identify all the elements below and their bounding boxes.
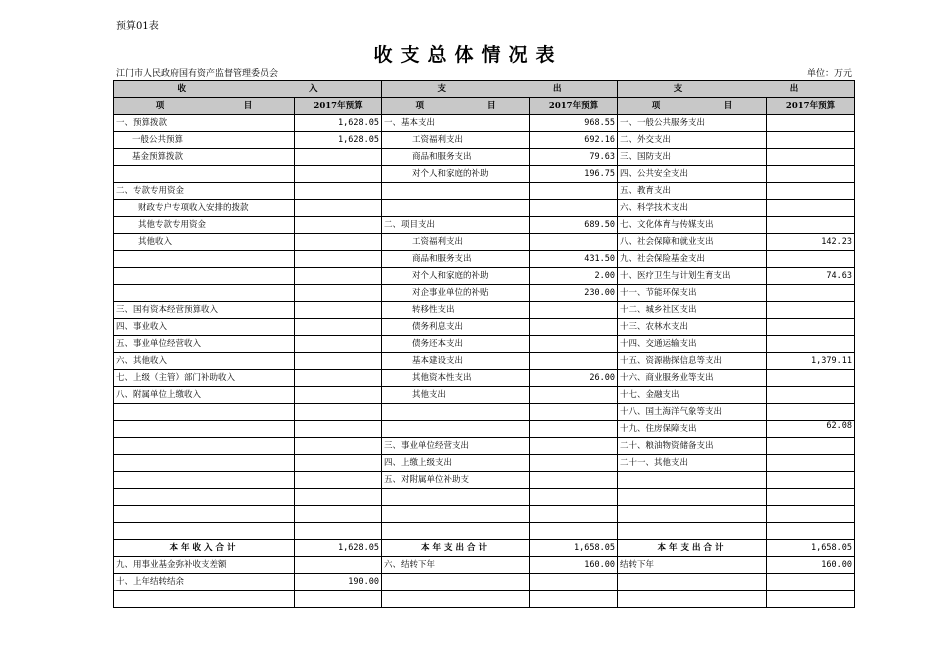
func-expense-item: 十二、城乡社区支出: [618, 302, 767, 319]
func-expense-item: 八、社会保障和就业支出: [618, 234, 767, 251]
expense-func-header-char2: 出: [789, 84, 799, 94]
table-row: [114, 370, 855, 387]
func-expense-item: 十三、农林水支出: [618, 319, 767, 336]
page-title: 收支总体情况表: [373, 44, 563, 66]
expense-header-char2: 出: [552, 84, 562, 94]
func-expense-amount: [767, 455, 855, 472]
func-expense-item: [618, 574, 767, 591]
expense-amount: [530, 183, 618, 200]
income-amount: 1,628.05: [295, 115, 382, 132]
header-column-row: [114, 98, 855, 115]
func-expense-amount: [767, 217, 855, 234]
expense-amount: [530, 472, 618, 489]
income-amount: [295, 506, 382, 523]
func-expense-amount: 62.08: [767, 421, 855, 438]
income-item: 一般公共预算: [114, 132, 295, 149]
table-row: [114, 268, 855, 285]
col-header-item: [618, 98, 767, 115]
func-expense-item: [618, 523, 767, 540]
table-row: [114, 319, 855, 336]
func-expense-item: [618, 489, 767, 506]
func-expense-item: 十五、资源勘探信息等支出: [618, 353, 767, 370]
income-item: [114, 472, 295, 489]
unit-label: 单位：万元: [806, 69, 852, 79]
table-row: [114, 557, 855, 574]
expense-item: 商品和服务支出: [382, 251, 530, 268]
table-row: [114, 183, 855, 200]
expense-amount: [530, 489, 618, 506]
func-expense-amount: [767, 251, 855, 268]
expense-amount: [530, 421, 618, 438]
expense-amount: [530, 200, 618, 217]
income-header-char2: 入: [308, 84, 318, 94]
expense-amount: [530, 319, 618, 336]
income-item: [114, 268, 295, 285]
expense-item: [382, 183, 530, 200]
table-row: [114, 285, 855, 302]
expense-amount: [530, 438, 618, 455]
expense-amount: 79.63: [530, 149, 618, 166]
expense-amount: 196.75: [530, 166, 618, 183]
func-expense-item: 十七、金融支出: [618, 387, 767, 404]
income-header-char1: 收: [177, 84, 186, 94]
expense-item: 二、项目支出: [382, 217, 530, 234]
func-expense-amount: [767, 404, 855, 421]
income-amount: [295, 557, 382, 574]
expense-amount: 2.00: [530, 268, 618, 285]
income-amount: [295, 319, 382, 336]
expense-amount: [530, 574, 618, 591]
col-header-budget: 2017年预算: [767, 98, 855, 115]
income-item: [114, 404, 295, 421]
income-amount: [295, 489, 382, 506]
expense-amount: [530, 353, 618, 370]
income-amount: [295, 370, 382, 387]
col-header-item: [114, 98, 295, 115]
income-amount: [295, 336, 382, 353]
income-item: 四、事业收入: [114, 319, 295, 336]
table-row: [114, 472, 855, 489]
table-row: [114, 387, 855, 404]
income-item: 八、附属单位上缴收入: [114, 387, 295, 404]
func-expense-item: 五、教育支出: [618, 183, 767, 200]
income-amount: [295, 523, 382, 540]
income-group-header: [114, 81, 382, 98]
table-row: [114, 149, 855, 166]
expense-item: [382, 591, 530, 608]
item-header-char2: 目: [486, 101, 496, 111]
func-expense-total-label: 本年支出合计: [618, 540, 767, 557]
expense-item: [382, 421, 530, 438]
income-amount: [295, 438, 382, 455]
func-expense-amount: [767, 285, 855, 302]
table-row: [114, 234, 855, 251]
expense-item: 对个人和家庭的补助: [382, 166, 530, 183]
func-expense-item: 十四、交通运输支出: [618, 336, 767, 353]
func-expense-amount: [767, 336, 855, 353]
table-row: [114, 455, 855, 472]
expense-amount: [530, 506, 618, 523]
func-expense-item: 六、科学技术支出: [618, 200, 767, 217]
income-amount: [295, 421, 382, 438]
expense-item: [382, 489, 530, 506]
func-expense-item: 九、社会保险基金支出: [618, 251, 767, 268]
income-item: 其他专款专用资金: [114, 217, 295, 234]
table-row: [114, 115, 855, 132]
table-row: [114, 132, 855, 149]
func-expense-item: 十一、节能环保支出: [618, 285, 767, 302]
func-expense-amount: [767, 506, 855, 523]
expense-item: 五、对附属单位补助支: [382, 472, 530, 489]
expense-item: 四、上缴上级支出: [382, 455, 530, 472]
income-amount: [295, 353, 382, 370]
func-expense-amount: 74.63: [767, 268, 855, 285]
expense-item: [382, 506, 530, 523]
income-amount: [295, 251, 382, 268]
item-header-char2: 目: [723, 101, 733, 111]
func-expense-item: 结转下年: [618, 557, 767, 574]
income-item: [114, 455, 295, 472]
func-expense-item: [618, 472, 767, 489]
table-row: [114, 336, 855, 353]
expense-item: 一、基本支出: [382, 115, 530, 132]
expense-item: 六、结转下年: [382, 557, 530, 574]
func-expense-item: 十、医疗卫生与计划生育支出: [618, 268, 767, 285]
func-expense-item: 十九、住房保障支出: [618, 421, 767, 438]
expense-item: 债务还本支出: [382, 336, 530, 353]
expense-item: 商品和服务支出: [382, 149, 530, 166]
expense-amount: [530, 523, 618, 540]
expense-item: 工资福利支出: [382, 132, 530, 149]
budget-table: [113, 80, 855, 608]
expense-item: 对个人和家庭的补助: [382, 268, 530, 285]
func-expense-amount: 160.00: [767, 557, 855, 574]
func-expense-amount: [767, 200, 855, 217]
func-expense-amount: [767, 319, 855, 336]
item-header-char2: 目: [243, 101, 253, 111]
expense-total-label: 本年支出合计: [382, 540, 530, 557]
col-header-item: [382, 98, 530, 115]
income-amount: [295, 234, 382, 251]
income-item: 基金预算拨款: [114, 149, 295, 166]
func-expense-amount: [767, 370, 855, 387]
expense-item: [382, 404, 530, 421]
func-expense-item: 二十一、其他支出: [618, 455, 767, 472]
table-row: [114, 421, 855, 438]
expense-amount: [530, 336, 618, 353]
expense-item: 转移性支出: [382, 302, 530, 319]
func-expense-amount: [767, 115, 855, 132]
table-row: [114, 438, 855, 455]
table-row: [114, 574, 855, 591]
func-expense-item: 四、公共安全支出: [618, 166, 767, 183]
table-row: [114, 353, 855, 370]
income-amount: [295, 302, 382, 319]
func-expense-item: 二十、粮油物资储备支出: [618, 438, 767, 455]
func-expense-item: 三、国防支出: [618, 149, 767, 166]
table-row: [114, 523, 855, 540]
income-item: [114, 523, 295, 540]
item-header-char1: 项: [415, 101, 424, 111]
expense-amount: [530, 234, 618, 251]
income-amount: [295, 404, 382, 421]
table-row: [114, 217, 855, 234]
income-amount: [295, 149, 382, 166]
totals-row: [114, 540, 855, 557]
expense-item: 其他资本性支出: [382, 370, 530, 387]
expense-amount: [530, 455, 618, 472]
income-item: [114, 591, 295, 608]
income-item: [114, 489, 295, 506]
expense-item: 三、事业单位经营支出: [382, 438, 530, 455]
expense-amount: 160.00: [530, 557, 618, 574]
func-expense-total: 1,658.05: [767, 540, 855, 557]
expense-item: 对企事业单位的补贴: [382, 285, 530, 302]
income-amount: [295, 591, 382, 608]
income-item: 二、专款专用资金: [114, 183, 295, 200]
income-amount: [295, 387, 382, 404]
expense-amount: [530, 387, 618, 404]
func-expense-amount: 1,379.11: [767, 353, 855, 370]
expense-amount: 968.55: [530, 115, 618, 132]
func-expense-item: [618, 591, 767, 608]
expense-amount: 692.16: [530, 132, 618, 149]
income-item: 其他收入: [114, 234, 295, 251]
expense-item: 其他支出: [382, 387, 530, 404]
doc-code: 预算01表: [116, 21, 159, 32]
expense-amount: 230.00: [530, 285, 618, 302]
table-row: [114, 489, 855, 506]
func-expense-item: 七、文化体育与传媒支出: [618, 217, 767, 234]
expense-item: 债务利息支出: [382, 319, 530, 336]
income-item: 一、预算拨款: [114, 115, 295, 132]
func-expense-amount: [767, 523, 855, 540]
income-item: 六、其他收入: [114, 353, 295, 370]
func-expense-amount: [767, 574, 855, 591]
table-row: [114, 200, 855, 217]
expense-item: [382, 574, 530, 591]
func-expense-amount: [767, 183, 855, 200]
income-amount: [295, 285, 382, 302]
income-item: 三、国有资本经营预算收入: [114, 302, 295, 319]
table-row: [114, 166, 855, 183]
expense-header-char1: 支: [437, 84, 446, 94]
expense-amount: [530, 302, 618, 319]
table-row: [114, 506, 855, 523]
expense-amount: 26.00: [530, 370, 618, 387]
income-amount: [295, 455, 382, 472]
func-expense-item: 十八、国土海洋气象等支出: [618, 404, 767, 421]
item-header-char1: 项: [155, 101, 165, 111]
organization-name: 江门市人民政府国有资产监督管理委员会: [116, 69, 279, 79]
func-expense-amount: [767, 132, 855, 149]
func-expense-amount: [767, 149, 855, 166]
expense-amount: [530, 591, 618, 608]
income-amount: 1,628.05: [295, 132, 382, 149]
income-item: 五、事业单位经营收入: [114, 336, 295, 353]
func-expense-amount: [767, 166, 855, 183]
income-item: 十、上年结转结余: [114, 574, 295, 591]
income-item: [114, 421, 295, 438]
income-amount: [295, 217, 382, 234]
func-expense-amount: [767, 302, 855, 319]
expense-item: [382, 523, 530, 540]
func-expense-amount: [767, 591, 855, 608]
expense-item: [382, 200, 530, 217]
income-item: [114, 285, 295, 302]
func-expense-item: [618, 506, 767, 523]
expense-func-group-header: [618, 81, 855, 98]
income-amount: [295, 183, 382, 200]
col-header-budget: 2017年预算: [530, 98, 618, 115]
func-expense-amount: [767, 472, 855, 489]
expense-amount: 431.50: [530, 251, 618, 268]
col-header-budget: 2017年预算: [295, 98, 382, 115]
income-total-label: 本年收入合计: [114, 540, 295, 557]
func-expense-item: 一、一般公共服务支出: [618, 115, 767, 132]
expense-amount: [530, 404, 618, 421]
item-header-char1: 项: [651, 101, 661, 111]
income-item: [114, 438, 295, 455]
income-item: 九、用事业基金弥补收支差额: [114, 557, 295, 574]
func-expense-item: 十六、商业服务业等支出: [618, 370, 767, 387]
expense-item: 基本建设支出: [382, 353, 530, 370]
income-amount: [295, 472, 382, 489]
expense-total: 1,658.05: [530, 540, 618, 557]
func-expense-amount: [767, 438, 855, 455]
expense-amount: 689.50: [530, 217, 618, 234]
func-expense-amount: [767, 387, 855, 404]
table-row: [114, 251, 855, 268]
func-expense-item: 二、外交支出: [618, 132, 767, 149]
expense-func-header-char1: 支: [673, 84, 683, 94]
func-expense-amount: 142.23: [767, 234, 855, 251]
expense-group-header: [382, 81, 618, 98]
income-amount: [295, 166, 382, 183]
expense-item: 工资福利支出: [382, 234, 530, 251]
func-expense-amount: [767, 489, 855, 506]
income-item: [114, 166, 295, 183]
income-amount: [295, 268, 382, 285]
header-group-row: [114, 81, 855, 98]
income-total: 1,628.05: [295, 540, 382, 557]
income-item: [114, 251, 295, 268]
table-row: [114, 302, 855, 319]
income-item: 七、上级（主管）部门补助收入: [114, 370, 295, 387]
income-amount: 190.00: [295, 574, 382, 591]
table-row: [114, 404, 855, 421]
income-item: 财政专户专项收入安排的拨款: [114, 200, 295, 217]
income-amount: [295, 200, 382, 217]
table-row: [114, 591, 855, 608]
income-item: [114, 506, 295, 523]
